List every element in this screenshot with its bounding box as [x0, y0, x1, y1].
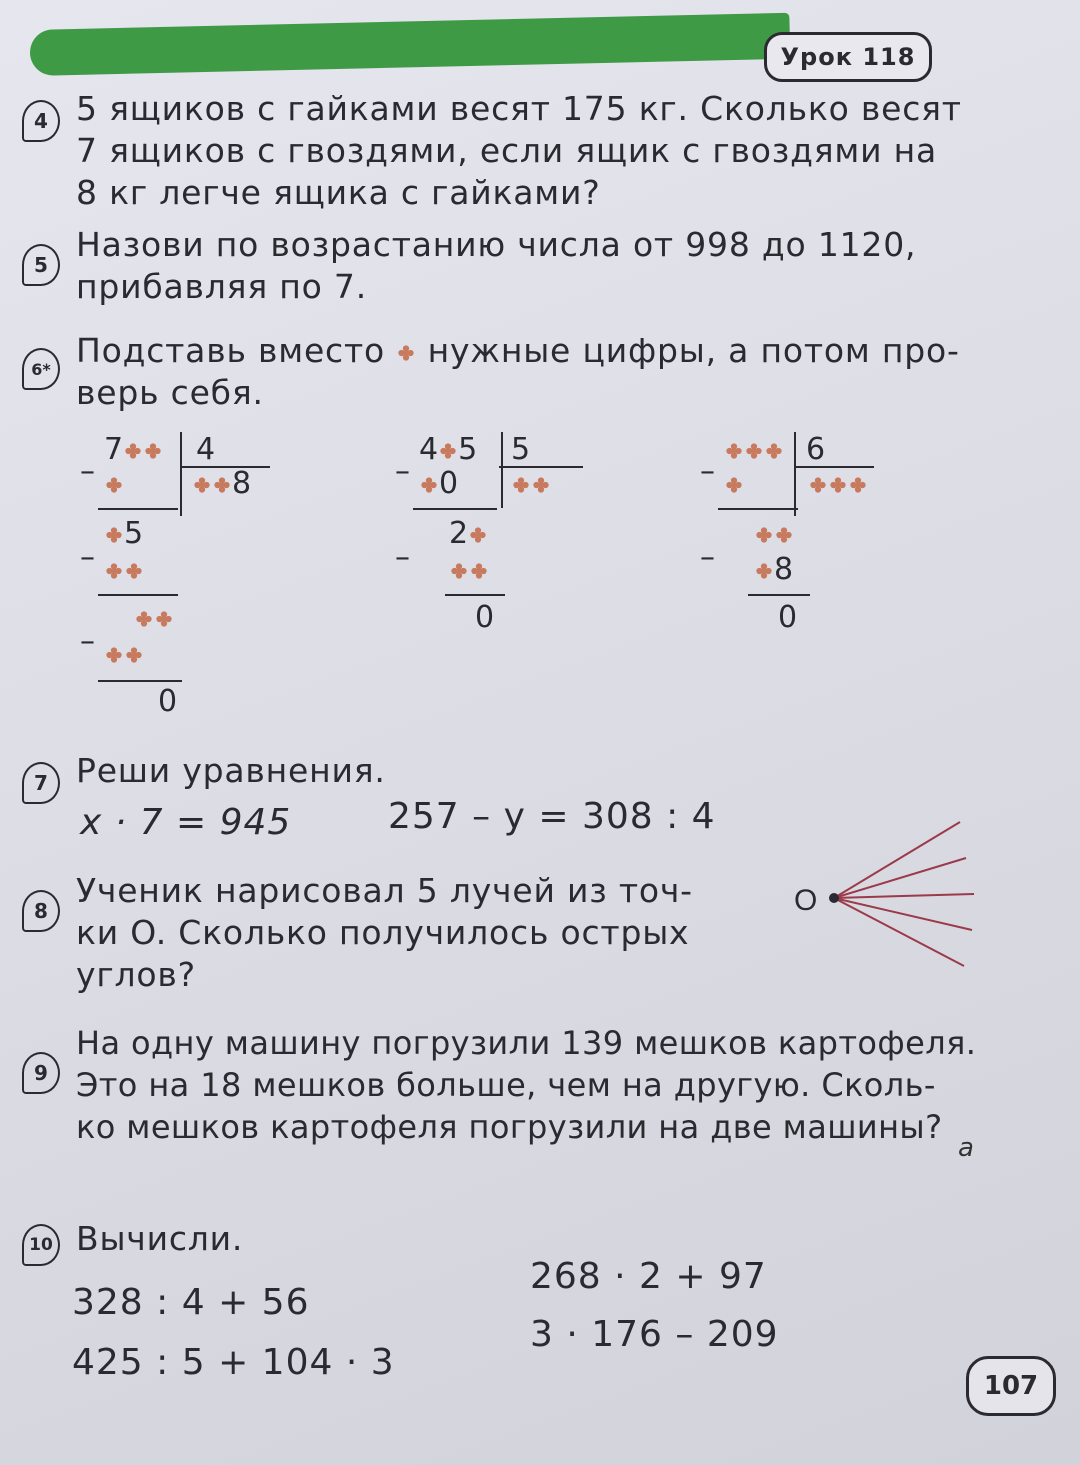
division-row [754, 552, 793, 587]
minus-sign: – [80, 454, 95, 489]
task-line-part: нужные цифры, а потом про- [427, 331, 960, 370]
ray [834, 858, 966, 898]
expression: 268 · 2 + 97 [530, 1256, 767, 1297]
placeholder-symbol-icon [775, 526, 793, 544]
equation: 257 – y = 308 : 4 [388, 796, 716, 837]
placeholder-symbol-icon [512, 476, 530, 494]
placeholder-symbol-icon [849, 476, 867, 494]
placeholder-symbol-icon [745, 442, 763, 460]
placeholder-symbol-icon [829, 476, 847, 494]
task-text [76, 330, 1060, 414]
minus-sign: – [80, 624, 95, 659]
division-row [475, 600, 494, 635]
placeholder-symbol-icon [125, 646, 143, 664]
subtraction-line [413, 508, 497, 510]
task-line: ко мешков картофеля погрузили на две машины? [76, 1108, 943, 1146]
point-label: O [794, 884, 818, 917]
task-number: 4 [22, 100, 60, 142]
division-row [724, 466, 744, 501]
division-row [104, 466, 124, 501]
division-row [724, 432, 784, 467]
task-5 [18, 222, 1060, 306]
digit: 0 [158, 684, 178, 719]
ray [834, 898, 972, 930]
expression: 425 : 5 + 104 · 3 [72, 1342, 395, 1383]
task-line: 7 ящиков с гвоздями, если ящик с гвоздями на [76, 131, 938, 170]
page-number: 107 [966, 1356, 1056, 1416]
division-row [754, 516, 794, 551]
placeholder-symbol-icon [725, 476, 743, 494]
point-o [829, 893, 839, 903]
division-row [158, 684, 177, 719]
digit: 8 [232, 466, 252, 501]
placeholder-symbol-icon [193, 476, 211, 494]
quotient [808, 466, 868, 501]
digit: 0 [475, 600, 495, 635]
digit: 0 [439, 466, 459, 501]
placeholder-symbol-icon [469, 526, 487, 544]
lesson-badge: Урок 118 [764, 32, 932, 82]
task-text: Вычисли. [76, 1219, 244, 1258]
task-line: верь себя. [76, 373, 264, 412]
division-row [449, 552, 489, 587]
division-row [104, 432, 163, 467]
task-text [76, 88, 1060, 214]
placeholder-symbol-icon [397, 344, 415, 362]
ray [834, 894, 974, 898]
task-number: 8 [22, 890, 60, 932]
placeholder-symbol-icon [135, 610, 153, 628]
digit: 0 [778, 600, 798, 635]
handwritten-mark: a [958, 1133, 974, 1163]
divisor: 4 [196, 432, 216, 467]
placeholder-symbol-icon [144, 442, 162, 460]
digit: 4 [419, 432, 439, 467]
quotient [192, 466, 251, 501]
task-9 [18, 1022, 1060, 1162]
task-line: 8 кг легче ящика с гайками? [76, 173, 601, 212]
task-line: Это на 18 мешков больше, чем на другую. Сколь- [76, 1066, 936, 1104]
placeholder-symbol-icon [420, 476, 438, 494]
task-text: Реши уравнения. [76, 751, 386, 790]
placeholder-symbol-icon [755, 526, 773, 544]
placeholder-symbol-icon [105, 526, 123, 544]
minus-sign: – [80, 540, 95, 575]
header-band [29, 13, 790, 76]
divisor: 5 [511, 432, 531, 467]
division-row [104, 636, 144, 671]
task-line: Ученик нарисовал 5 лучей из точ- [76, 871, 693, 910]
quotient [511, 466, 551, 501]
task-text [76, 1022, 1060, 1148]
subtraction-line [718, 508, 798, 510]
ray [834, 898, 964, 966]
task-4 [18, 88, 1060, 212]
placeholder-symbol-icon [439, 442, 457, 460]
minus-sign: – [395, 540, 410, 575]
task-10 [18, 1218, 1060, 1408]
equation: x · 7 = 945 [80, 802, 292, 843]
placeholder-symbol-icon [725, 442, 743, 460]
division-row [778, 600, 797, 635]
placeholder-symbol-icon [213, 476, 231, 494]
task-line: Назови по возрастанию числа от 998 до 1120, [76, 225, 917, 264]
placeholder-symbol-icon [155, 610, 173, 628]
division-bar [180, 432, 182, 516]
expression: 328 : 4 + 56 [72, 1282, 310, 1323]
task-line: ки O. Сколько получилось острых [76, 913, 690, 952]
division-row [104, 516, 143, 551]
placeholder-symbol-icon [450, 562, 468, 580]
task-line [76, 330, 1060, 372]
placeholder-symbol-icon [105, 646, 123, 664]
subtraction-line [748, 594, 810, 596]
task-line: На одну машину погрузили 139 мешков картофеля. [76, 1024, 977, 1062]
digit: 5 [458, 432, 478, 467]
minus-sign: – [395, 454, 410, 489]
division-row [134, 600, 174, 635]
ray [834, 822, 960, 898]
task-number: 5 [22, 244, 60, 286]
placeholder-symbol-icon [532, 476, 550, 494]
division-row [419, 432, 477, 467]
minus-sign: – [700, 454, 715, 489]
task-text [76, 870, 760, 996]
placeholder-symbol-icon [470, 562, 488, 580]
division-bar [501, 432, 503, 508]
minus-sign: – [700, 540, 715, 575]
expression: 3 · 176 – 209 [530, 1314, 779, 1355]
task-number: 10 [22, 1224, 60, 1266]
rays-figure [790, 816, 980, 976]
task-line: углов? [76, 955, 196, 994]
division-row [449, 516, 488, 551]
task-number: 6* [22, 348, 60, 390]
division-bar [794, 432, 796, 516]
placeholder-symbol-icon [809, 476, 827, 494]
task-line: 5 ящиков с гайками весят 175 кг. Сколько весят [76, 89, 962, 128]
digit: 2 [449, 516, 469, 551]
task-text [76, 224, 1060, 308]
task-line-part: Подставь вместо [76, 331, 385, 370]
placeholder-symbol-icon [125, 562, 143, 580]
task-number: 7 [22, 762, 60, 804]
task-number: 9 [22, 1052, 60, 1094]
task-line: прибавляя по 7. [76, 267, 368, 306]
divisor: 6 [806, 432, 826, 467]
long-division [395, 432, 635, 732]
digit: 7 [104, 432, 124, 467]
task-6 [18, 330, 1060, 410]
placeholder-symbol-icon [105, 476, 123, 494]
division-row [104, 552, 144, 587]
subtraction-line [98, 508, 178, 510]
placeholder-symbol-icon [105, 562, 123, 580]
long-division [80, 432, 320, 732]
long-division [700, 432, 940, 732]
subtraction-line [98, 594, 178, 596]
placeholder-symbol-icon [755, 562, 773, 580]
placeholder-symbol-icon [124, 442, 142, 460]
subtraction-line [445, 594, 505, 596]
subtraction-line [98, 680, 182, 682]
placeholder-symbol-icon [765, 442, 783, 460]
digit: 5 [124, 516, 144, 551]
digit: 8 [774, 552, 794, 587]
division-row [419, 466, 458, 501]
